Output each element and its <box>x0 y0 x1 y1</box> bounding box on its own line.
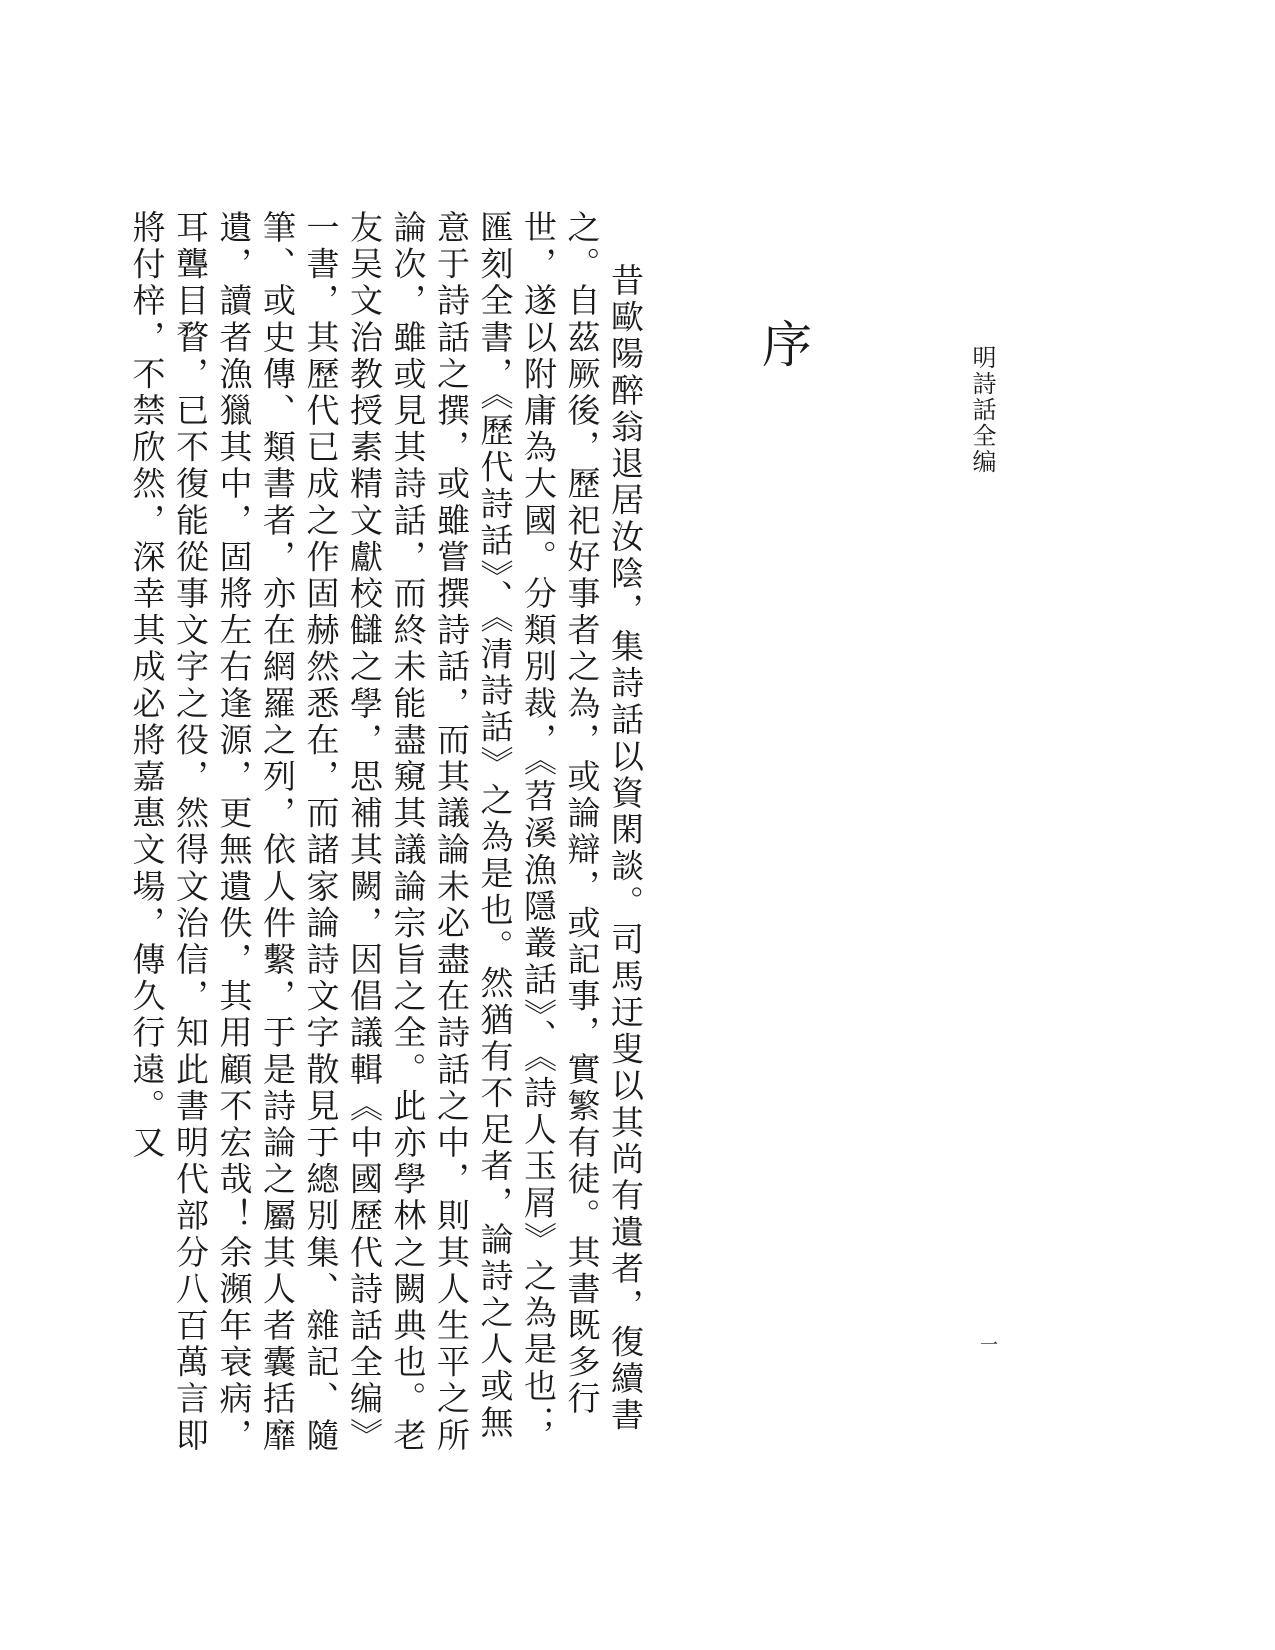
running-head: 明詩話全编 <box>968 345 996 475</box>
page-number: 一 <box>977 1335 998 1353</box>
preface-paragraph: 昔歐陽醉翁退居汝陰，集詩話以資閑談。司馬迂叟以其尚有遺者，復續書之。自茲厥後，歷祀好事者之為，或論辯，或記事，實繁有徒。其書既多行世，遂以附庸為大國。分類別裁，《苕溪漁隱叢話》、《詩人玉屑》之為是也；匯刻全書，《歷代詩話》、《清詩話》之為是也。然猶有不足者，論詩之人或無意于詩話之撰，或雖嘗撰詩話，而其議論未必盡在詩話之中，則其人生平之所論次，雖或見其詩話，而終未能盡窺其議論宗旨之全。此亦學林之闕典也。老友吴文治教授素精文獻校讎之學，思補其闕，因倡議輯《中國歷代詩話全编》一書，其歷代已成之作固赫然悉在，而諸家論詩文字散見于總別集、雜記、隨筆、或史傳、類書者，亦在網羅之列，依人件繫，于是詩論之屬其人者囊括靡遺，讀者漁獵其中，固將左右逢源，更無遺佚，其用顧不宏哉！余瀕年衰病，耳聾目瞀，已不復能從事文字之役，然得文治信，知此書明代部分八百萬言即將付梓，不禁欣然，深幸其成必將嘉惠文場，傳久行遠。又 <box>127 210 645 1455</box>
preface-body <box>125 210 647 1470</box>
section-title: 序 <box>754 318 812 368</box>
